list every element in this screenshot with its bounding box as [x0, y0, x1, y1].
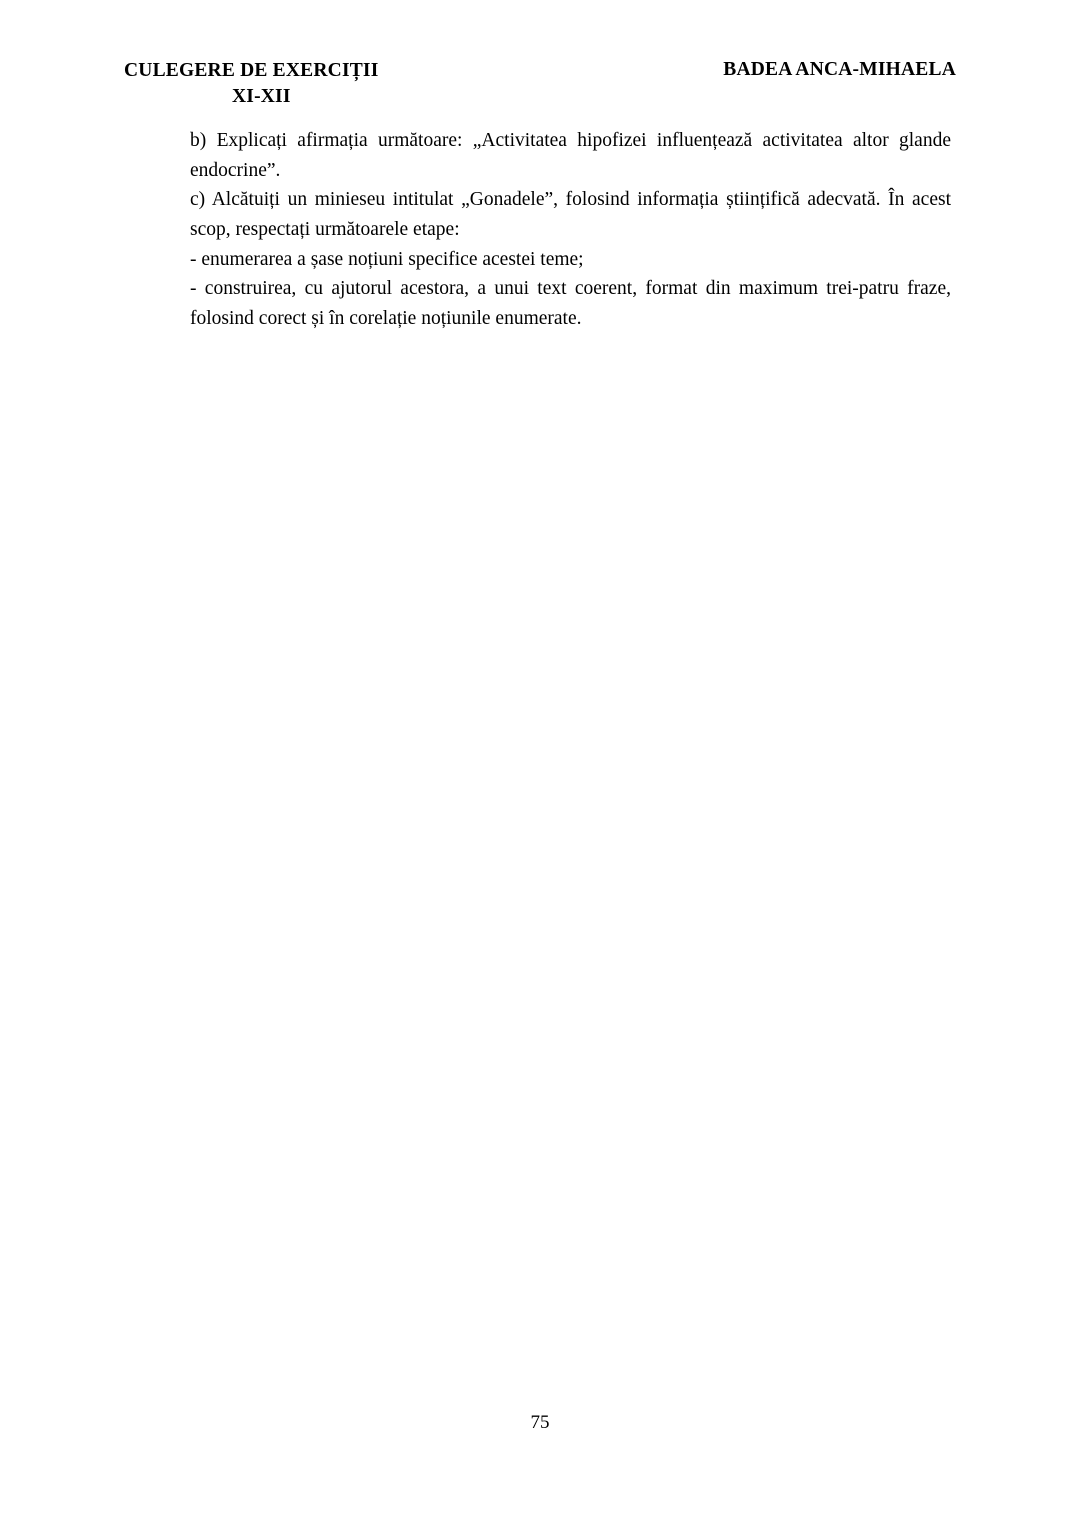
page-header — [124, 58, 956, 111]
header-title-line-1: CULEGERE DE EXERCIȚII — [124, 60, 379, 81]
paragraph-b: b) Explicați afirmația următoare: „Activitatea hipofizei influențează activitatea altor glande endocrine”. — [190, 130, 951, 181]
bullet-item-2: - construirea, cu ajutorul acestora, a unui text coerent, format din maximum trei-patru fraze, folosind corect și în corelație noțiunile enumerate. — [190, 278, 951, 329]
header-title-line-2: XI-XII — [232, 86, 291, 108]
page-number: 75 — [530, 1412, 550, 1433]
bullet-item-1: - enumerarea a șase noțiuni specifice acestei teme; — [190, 248, 584, 270]
paragraph-c: c) Alcătuiți un minieseu intitulat „Gonadele”, folosind informația științifică adecvată. În acest scop, respectați următoarele etape: — [190, 189, 951, 240]
header-author: BADEA ANCA-MIHAELA — [723, 59, 956, 80]
header-title-block — [124, 58, 379, 111]
page-body — [190, 126, 951, 333]
